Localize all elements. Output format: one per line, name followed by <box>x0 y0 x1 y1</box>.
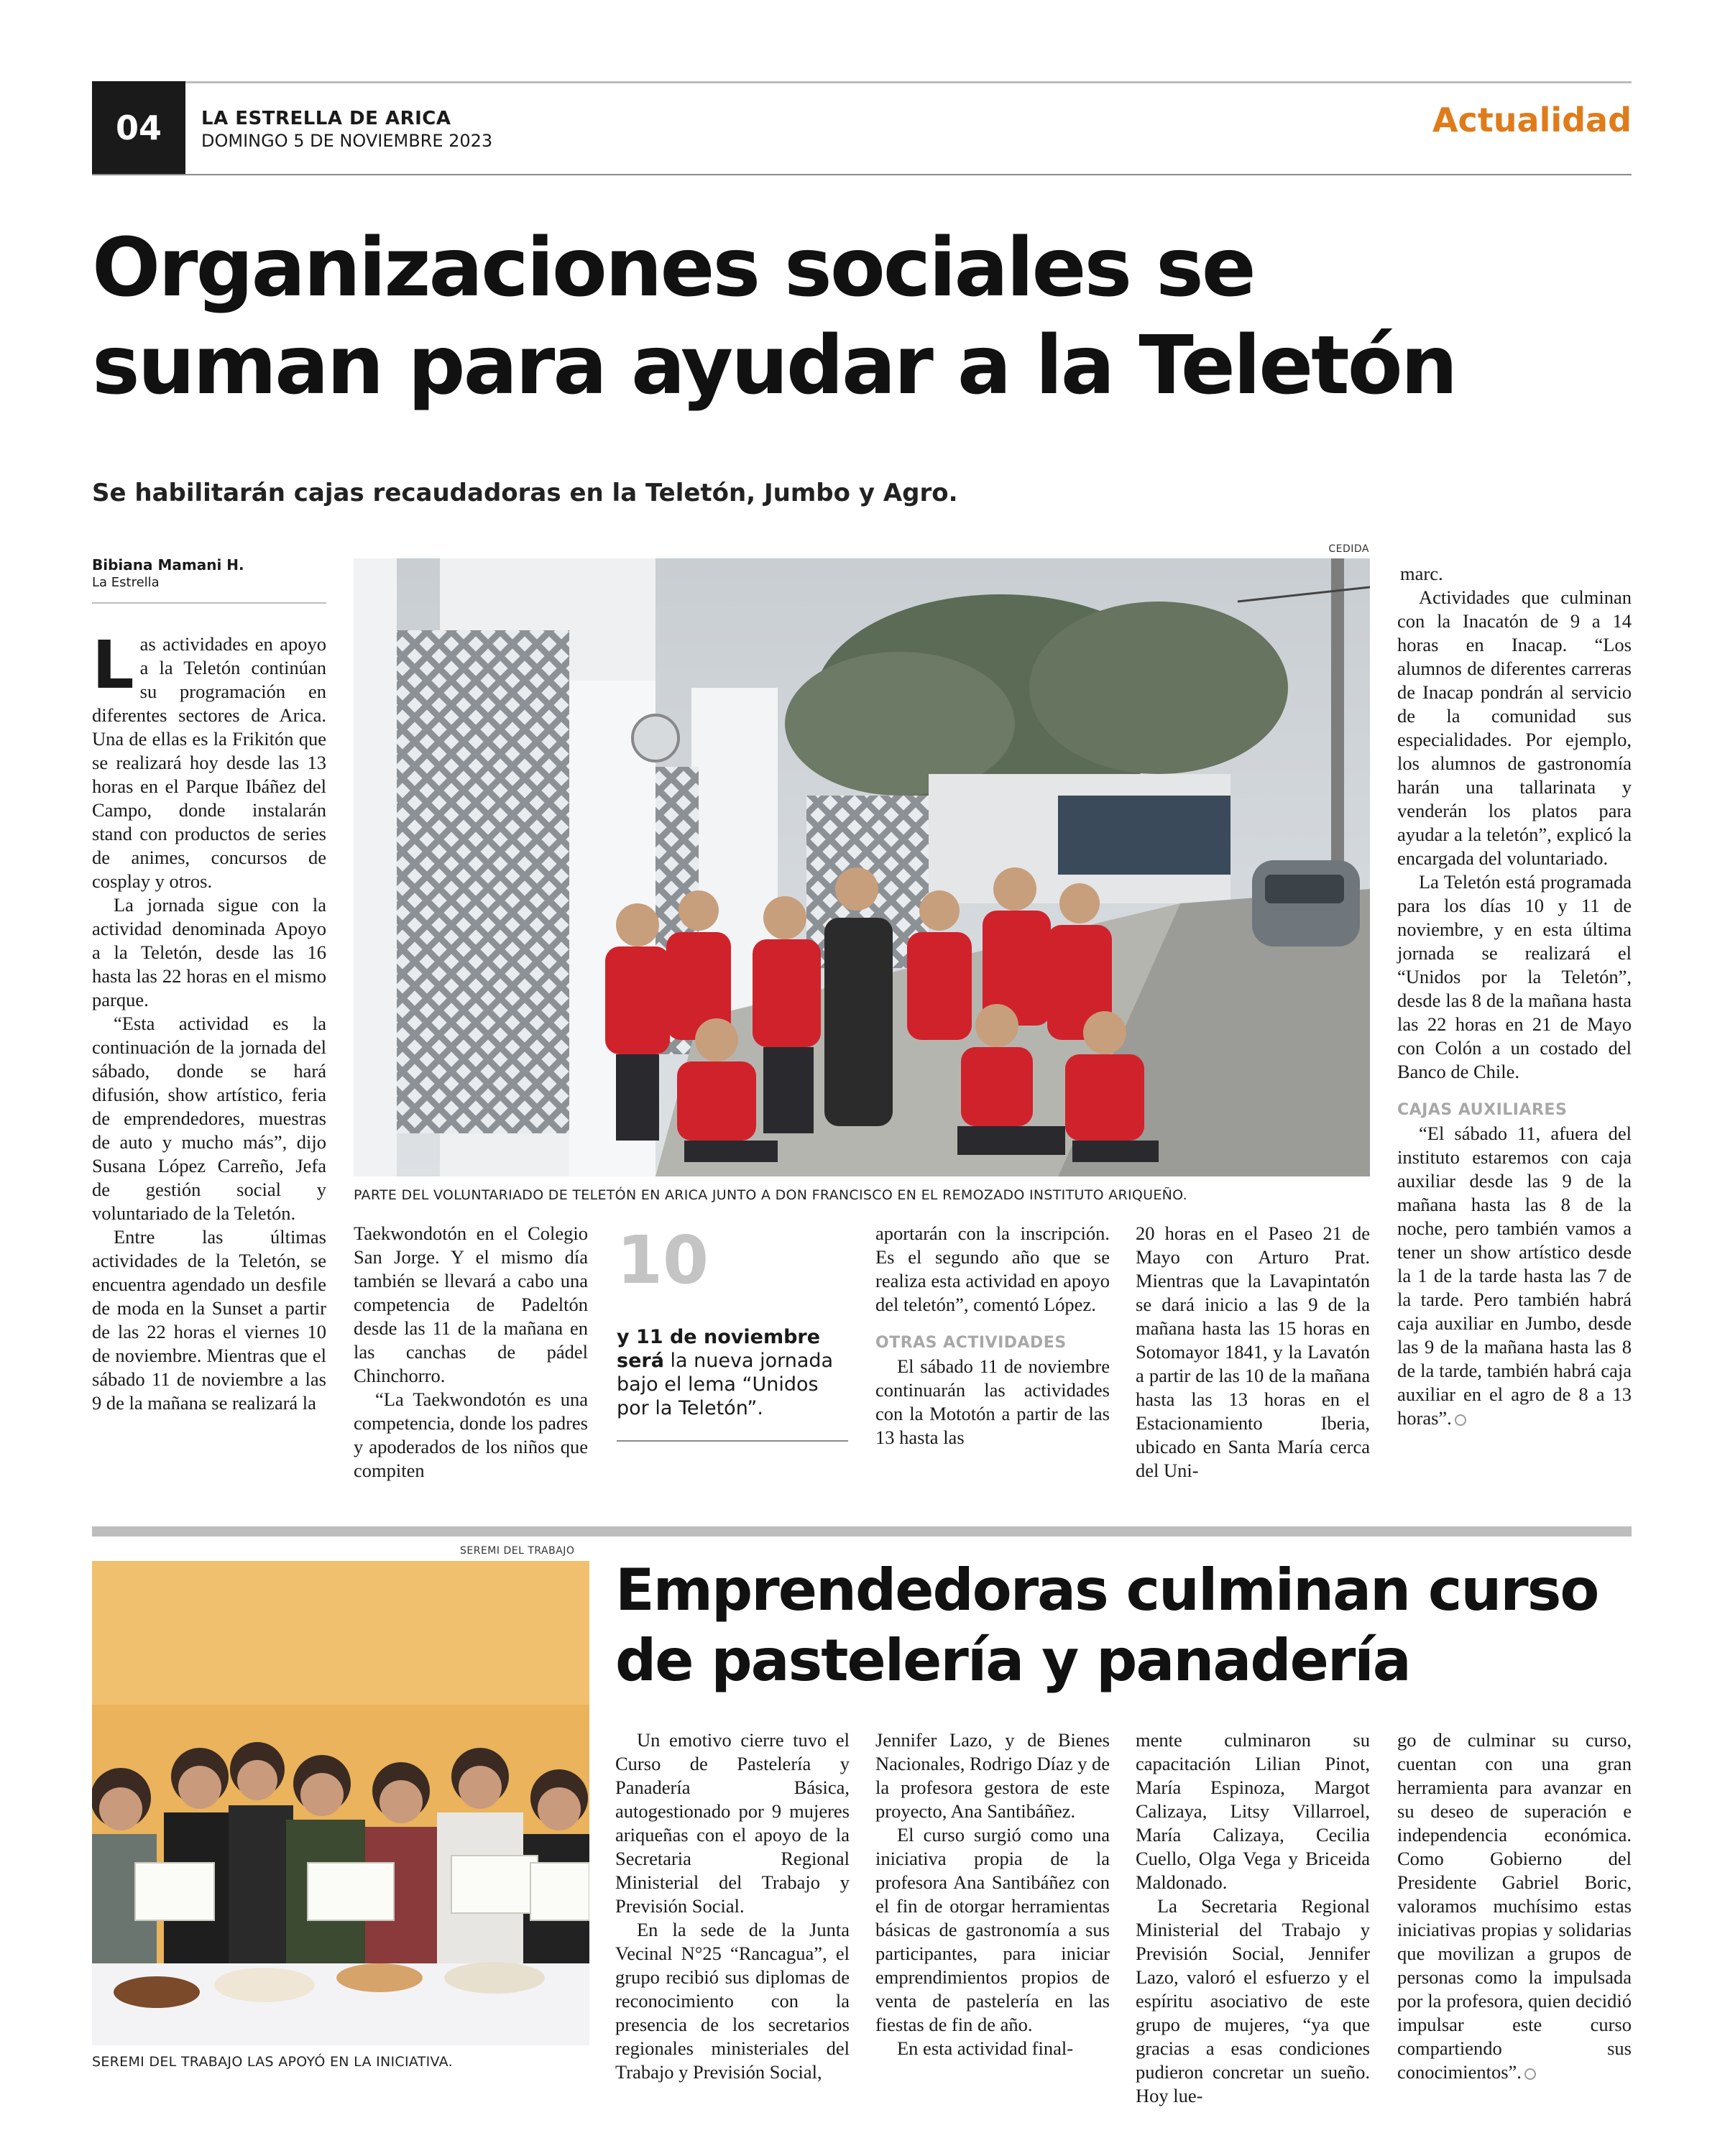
dropcap: L <box>92 627 134 704</box>
photo2-credit: SEREMI DEL TRABAJO <box>460 1545 575 1557</box>
article1-col1-p1: Las actividades en apoyo a la Teletón continúan su programación en diferentes sectores de Arica. Una de ellas es la Frikitón que se realizará hoy desde las 13 horas en el Parque Ibáñez del Campo, donde instalarán stand con productos de series de animes, concursos de cosplay y otros. <box>92 627 326 892</box>
article2-column-1 <box>615 1728 850 2084</box>
article1-column-6 <box>1397 562 1632 1430</box>
main-headline <box>92 219 1644 415</box>
end-mark-icon <box>1524 2068 1536 2080</box>
paper-name: LA ESTRELLA DE ARICA <box>201 108 451 129</box>
byline-source: La Estrella <box>92 575 160 590</box>
section-label: Actualidad <box>1432 101 1632 139</box>
subsection-cajas-auxiliares: CAJAS AUXILIARES <box>1397 1101 1568 1119</box>
article2-column-2 <box>875 1728 1110 2060</box>
photo2-caption: SEREMI DEL TRABAJO LAS APOYÓ EN LA INICIATIVA. <box>92 2054 453 2070</box>
article1-col1-p4: Entre las últimas actividades de la Teletón, se encuentra agendado un desfile de moda en la Sunset a partir de las 22 horas el viernes 10 de noviembre. Mientras que el sábado 11 de noviembre a las 9 de la mañana se realizará la <box>92 1226 326 1414</box>
volunteers-photo <box>354 558 1370 1176</box>
article2-col2-p1: Jennifer Lazo, y de Bienes Nacionales, Rodrigo Díaz y de la profesora gestora de este proyecto, Ana Santibáñez. <box>875 1729 1110 1822</box>
graduates-photo-art <box>92 1561 589 2045</box>
issue-date: DOMINGO 5 DE NOVIEMBRE 2023 <box>201 131 493 151</box>
article2-column-4 <box>1397 1728 1632 2084</box>
article1-col6-p1: Actividades que culminan con la Inacatón de 9 a 14 horas en Inacap. “Los alumnos de diferentes carreras de Inacap pondrán al servicio de la comunidad sus especialidades. Por ejemplo, los alumnos de gastronomía harán una tallarinata y venderán los platos para ayudar a la teletón”, explicó la encargada del voluntariado. <box>1397 586 1632 869</box>
subheadline: Se habilitarán cajas recaudadoras en la Teletón, Jumbo y Agro. <box>92 479 958 507</box>
second-headline-line1: Emprendedoras culminan curso <box>615 1557 1598 1623</box>
article2-col1-p2: En la sede de la Junta Vecinal N°25 “Rancagua”, el grupo recibió sus diplomas de reconocimiento con la presencia de los secretarios regionales ministeriales del Trabajo y Previsión Social, <box>615 1919 850 2083</box>
article2-col3-p2: La Secretaria Regional Ministerial del Trabajo y Previsión Social, Jennifer Lazo, valoró el esfuerzo y el espíritu asociativo de este grupo de mujeres, “ya que gracias a esas condiciones pudieron concretar un sueño. Hoy lue- <box>1136 1895 1370 2106</box>
article2-col2-p3: En esta actividad final- <box>897 2037 1074 2059</box>
article1-col6-p0: marc. <box>1400 563 1443 584</box>
highlight-rule <box>617 1440 848 1442</box>
article2-col4-p1: go de culminar su curso, cuentan con una gran herramienta para avanzar en su deseo de superación e independencia económica. Como Gobierno del Presidente Gabriel Boric, valoramos muchísimo estas iniciativas propias y solidarias que movilizan a grupos de personas como la impulsada por la profesora, quien decidió impulsar este curso compartiendo sus conocimientos”. <box>1397 1729 1632 2083</box>
second-headline-line2: de pastelería y panadería <box>615 1627 1410 1694</box>
article1-col1-p3: “Esta actividad es la continuación de la jornada del sábado, donde se hará difusión, show artístico, feria de emprendedores, muestras de auto y mucho más”, dijo Susana López Carreño, Jefa de gestión social y voluntariado de la Teletón. <box>92 1013 326 1224</box>
article1-col4-p1: aportarán con la inscripción. Es el segundo año que se realiza esta actividad en apoyo del teletón”, comentó López. <box>875 1222 1110 1315</box>
graduates-photo <box>92 1561 589 2045</box>
article1-column-1 <box>92 627 326 1415</box>
subsection-otras-actividades: OTRAS ACTIVIDADES <box>875 1334 1067 1352</box>
article1-col1-p2: La jornada sigue con la actividad denominada Apoyo a la Teletón, desde las 16 hasta las 22 horas en el mismo parque. <box>92 894 326 1010</box>
story-divider <box>92 1526 1632 1537</box>
top-rule <box>92 81 1632 83</box>
page-number: 04 <box>92 81 185 175</box>
highlight-bold: y 11 de noviembre será <box>617 1326 821 1372</box>
end-mark-icon <box>1455 1414 1466 1426</box>
article1-column-2 <box>354 1222 588 1483</box>
article1-col6-p2: La Teletón está programada para los días 10 y 11 de noviembre, y en esta última jornada se realizará el “Unidos por la Teletón”, desde las 8 de la mañana hasta las 22 horas en 21 de Mayo con Colón a un costado del Banco de Chile. <box>1397 871 1632 1082</box>
header-rule <box>92 174 1632 175</box>
second-headline <box>615 1555 1636 1696</box>
article1-col4-p2: El sábado 11 de noviembre continuarán las actividades con la Mototón a partir de las 13 hasta las <box>875 1355 1110 1448</box>
main-headline-line2: suman para ayudar a la Teletón <box>92 319 1456 413</box>
highlight-number: 10 <box>617 1222 709 1299</box>
volunteers-photo-art <box>354 558 1370 1176</box>
article2-col2-p2: El curso surgió como una iniciativa propia de la profesora Ana Santibáñez con el fin de otorgar herramientas básicas de gastronomía a sus participantes, para iniciar emprendimientos propios de venta de pastelería en las fiestas de fin de año. <box>875 1824 1110 2035</box>
highlight-text <box>617 1325 848 1420</box>
byline-rule <box>92 602 326 604</box>
article1-col6-p3: “El sábado 11, afuera del instituto estaremos con caja auxiliar desde las 9 de la mañana hasta las 8 de la noche, pero también vamos a tener un show artístico desde la 1 de la tarde hasta las 7 de la tarde. Pero también habrá caja auxiliar en Jumbo, desde las 9 de la mañana hasta las 8 de la tarde, también habrá caja auxiliar en el agro de 8 a 13 horas”. <box>1397 1123 1632 1429</box>
article1-column-4 <box>875 1222 1110 1450</box>
article2-col3-p1: mente culminaron su capacitación Lilian Pinot, María Espinoza, Margot Calizaya, Litsy Villarroel, María Calizaya, Cecilia Cuello, Olga Vega y Briceida Maldonado. <box>1136 1729 1370 1893</box>
article1-column-5 <box>1136 1222 1370 1483</box>
article2-column-3 <box>1136 1728 1370 2108</box>
highlight-body: la nueva jornada bajo el lema “Unidos por la Teletón”. <box>617 1350 834 1419</box>
article1-col2-p2: “La Taekwondotón es una competencia, donde los padres y apoderados de los niños que compiten <box>354 1388 588 1481</box>
main-headline-line1: Organizaciones sociales se <box>92 221 1254 315</box>
article1-col5-p1: 20 horas en el Paseo 21 de Mayo con Arturo Prat. Mientras que la Lavapintatón se dará inicio a las 9 de la mañana hasta las 15 horas en Sotomayor 1841, y la Lavatón a partir de las 10 de la mañana hasta las 13 horas en el Estacionamiento Iberia, ubicado en Santa María cerca del Uni- <box>1136 1222 1370 1481</box>
article2-col1-p1: Un emotivo cierre tuvo el Curso de Pastelería y Panadería Básica, autogestionado por 9 mujeres ariqueñas con el apoyo de la Secretaria Regional Ministerial del Trabajo y Previsión Social. <box>615 1729 850 1917</box>
byline-author: Bibiana Mamani H. <box>92 556 244 573</box>
article1-col2-p1: Taekwondotón en el Colegio San Jorge. Y el mismo día también se llevará a cabo una competencia de Padeltón desde las 11 de la mañana en las canchas de pádel Chinchorro. <box>354 1222 588 1386</box>
photo1-credit: CEDIDA <box>1328 543 1369 555</box>
photo1-caption: PARTE DEL VOLUNTARIADO DE TELETÓN EN ARICA JUNTO A DON FRANCISCO EN EL REMOZADO INSTITUTO ARIQUEÑO. <box>354 1187 1188 1203</box>
